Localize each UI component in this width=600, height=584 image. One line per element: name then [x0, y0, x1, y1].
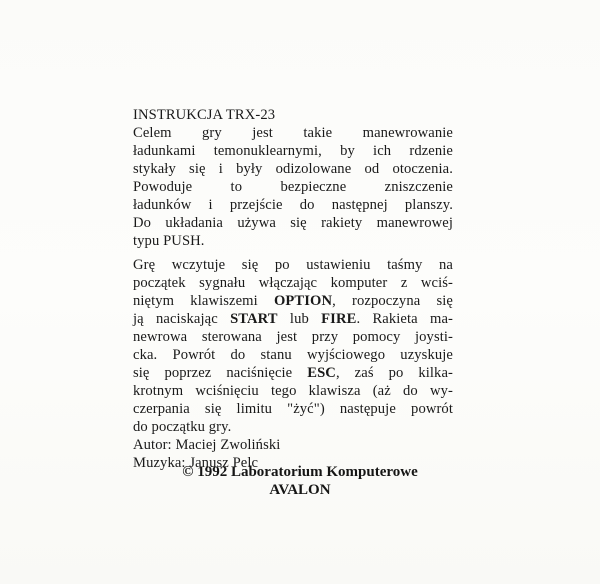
paragraph-loading	[133, 256, 453, 436]
text-fragment: ją naciskając	[133, 311, 231, 327]
key-start: START	[230, 311, 278, 327]
text-fragment: lub	[277, 311, 322, 327]
text-line: Powoduje to bezpieczne zniszczenie	[133, 179, 453, 195]
copyright-notice	[130, 463, 470, 499]
key-option: OPTION	[273, 293, 333, 309]
text-fragment: niętym klawiszemi	[133, 293, 274, 309]
text-line: Grę wczytuje się po ustawieniu taśmy na	[133, 257, 453, 273]
text-line: cka. Powrót do stanu wyjściowego uzyskuje	[133, 347, 453, 363]
manual-title: INSTRUKCJA TRX-23	[133, 107, 276, 123]
text-line: krotnym wciśnięciu tego klawisza (aż do wy-	[133, 383, 453, 399]
instructions-text	[133, 106, 453, 472]
text-line: początek sygnału włączając komputer z wciś-	[133, 275, 453, 291]
text-fragment: , zaś po kilka-	[335, 365, 453, 381]
text-fragment: się poprzez naciśnięcie	[133, 365, 308, 381]
text-line: do początku gry.	[133, 419, 232, 435]
author-credit: Autor: Maciej Zwoliński	[133, 437, 281, 453]
text-line	[133, 292, 453, 310]
text-fragment: . Rakieta ma-	[356, 311, 454, 327]
text-line: newrowa sterowana jest przy pomocy joysti-	[133, 329, 453, 345]
publisher-name: AVALON	[269, 482, 331, 498]
text-line: ładunkami temonuklearnymi, by ich rdzenie	[133, 143, 453, 159]
text-line: czerpania się limitu "żyć") następuje powrót	[133, 401, 453, 417]
text-line: Do układania używa się rakiety manewrowej	[133, 215, 453, 231]
music-credit: Muzyka: Janusz Pelc	[133, 455, 259, 471]
text-fragment: , rozpoczyna się	[332, 293, 453, 309]
copyright-line: © 1992 Laboratorium Komputerowe	[182, 464, 418, 480]
paragraph-objective	[133, 124, 453, 250]
key-fire: FIRE	[321, 311, 357, 327]
text-line: typu PUSH.	[133, 233, 205, 249]
key-esc: ESC	[307, 365, 336, 381]
text-line: Celem gry jest takie manewrowanie	[133, 125, 453, 141]
text-line: ładunków i przejście do następnej planszy.	[133, 197, 453, 213]
text-line	[133, 310, 453, 328]
text-line: stykały się i były odizolowane od otoczenia.	[133, 161, 453, 177]
text-line	[133, 364, 453, 382]
